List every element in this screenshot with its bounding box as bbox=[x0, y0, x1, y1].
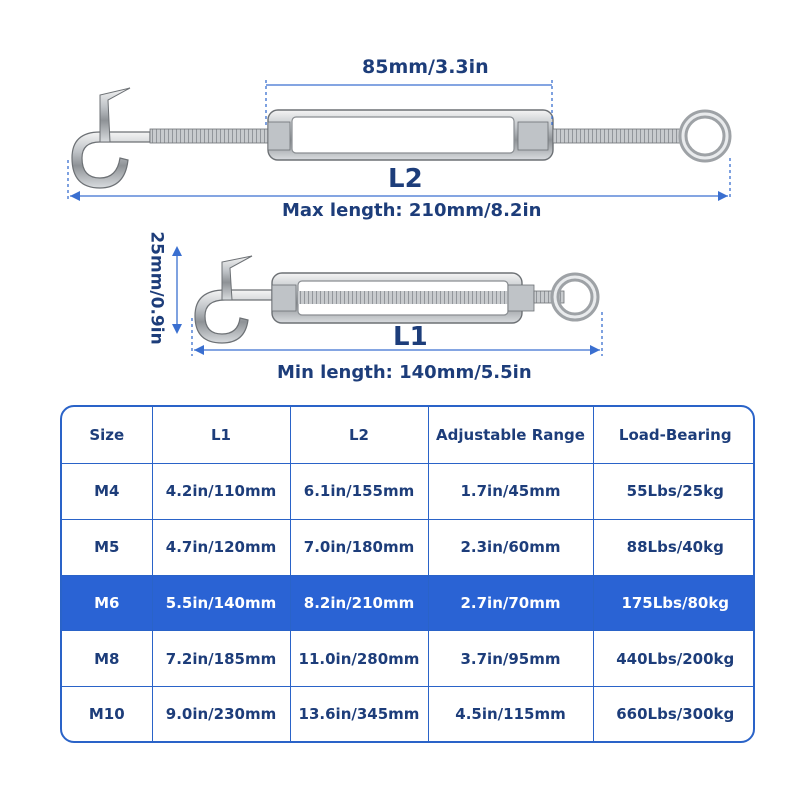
table-row bbox=[62, 519, 755, 575]
body-length-label: 85mm/3.3in bbox=[362, 56, 489, 78]
header-load-bearing: Load-Bearing bbox=[593, 407, 755, 464]
header-adjustable-range: Adjustable Range bbox=[428, 407, 593, 464]
table-row-highlighted bbox=[62, 575, 755, 631]
hook-end-icon bbox=[195, 290, 272, 343]
cell-load-bearing: 175Lbs/80kg bbox=[593, 575, 755, 631]
table-row bbox=[62, 687, 755, 741]
cell-load-bearing: 440Lbs/200kg bbox=[593, 631, 755, 687]
cell-l1: 4.7in/120mm bbox=[152, 519, 290, 575]
cell-size: M5 bbox=[62, 519, 152, 575]
cell-size: M4 bbox=[62, 464, 152, 520]
cell-l2: 13.6in/345mm bbox=[290, 687, 428, 741]
thread-rod-left bbox=[150, 129, 268, 143]
cell-adjustable-range: 1.7in/45mm bbox=[428, 464, 593, 520]
cell-l1: 4.2in/110mm bbox=[152, 464, 290, 520]
cell-size: M10 bbox=[62, 687, 152, 741]
cell-l2: 7.0in/180mm bbox=[290, 519, 428, 575]
header-l2: L2 bbox=[290, 407, 428, 464]
cell-adjustable-range: 2.3in/60mm bbox=[428, 519, 593, 575]
cell-adjustable-range: 2.7in/70mm bbox=[428, 575, 593, 631]
spec-table bbox=[60, 405, 755, 743]
max-length-caption: Max length: 210mm/8.2in bbox=[282, 200, 542, 221]
cell-size: M6 bbox=[62, 575, 152, 631]
header-l1: L1 bbox=[152, 407, 290, 464]
thread-rod-right bbox=[553, 129, 683, 143]
cell-load-bearing: 55Lbs/25kg bbox=[593, 464, 755, 520]
cell-adjustable-range: 3.7in/95mm bbox=[428, 631, 593, 687]
table-header-row bbox=[62, 407, 755, 464]
min-length-caption: Min length: 140mm/5.5in bbox=[277, 362, 532, 383]
cell-adjustable-range: 4.5in/115mm bbox=[428, 687, 593, 741]
cell-load-bearing: 660Lbs/300kg bbox=[593, 687, 755, 741]
table-row bbox=[62, 464, 755, 520]
cell-load-bearing: 88Lbs/40kg bbox=[593, 519, 755, 575]
table-row bbox=[62, 631, 755, 687]
cell-l1: 7.2in/185mm bbox=[152, 631, 290, 687]
header-size: Size bbox=[62, 407, 152, 464]
height-label: 25mm/0.9in bbox=[146, 231, 167, 345]
cell-l1: 9.0in/230mm bbox=[152, 687, 290, 741]
hook-end-icon bbox=[72, 132, 150, 188]
l1-label: L1 bbox=[393, 322, 428, 352]
l2-label: L2 bbox=[388, 164, 423, 194]
cell-l1: 5.5in/140mm bbox=[152, 575, 290, 631]
cell-l2: 11.0in/280mm bbox=[290, 631, 428, 687]
cell-l2: 6.1in/155mm bbox=[290, 464, 428, 520]
cell-size: M8 bbox=[62, 631, 152, 687]
cell-l2: 8.2in/210mm bbox=[290, 575, 428, 631]
